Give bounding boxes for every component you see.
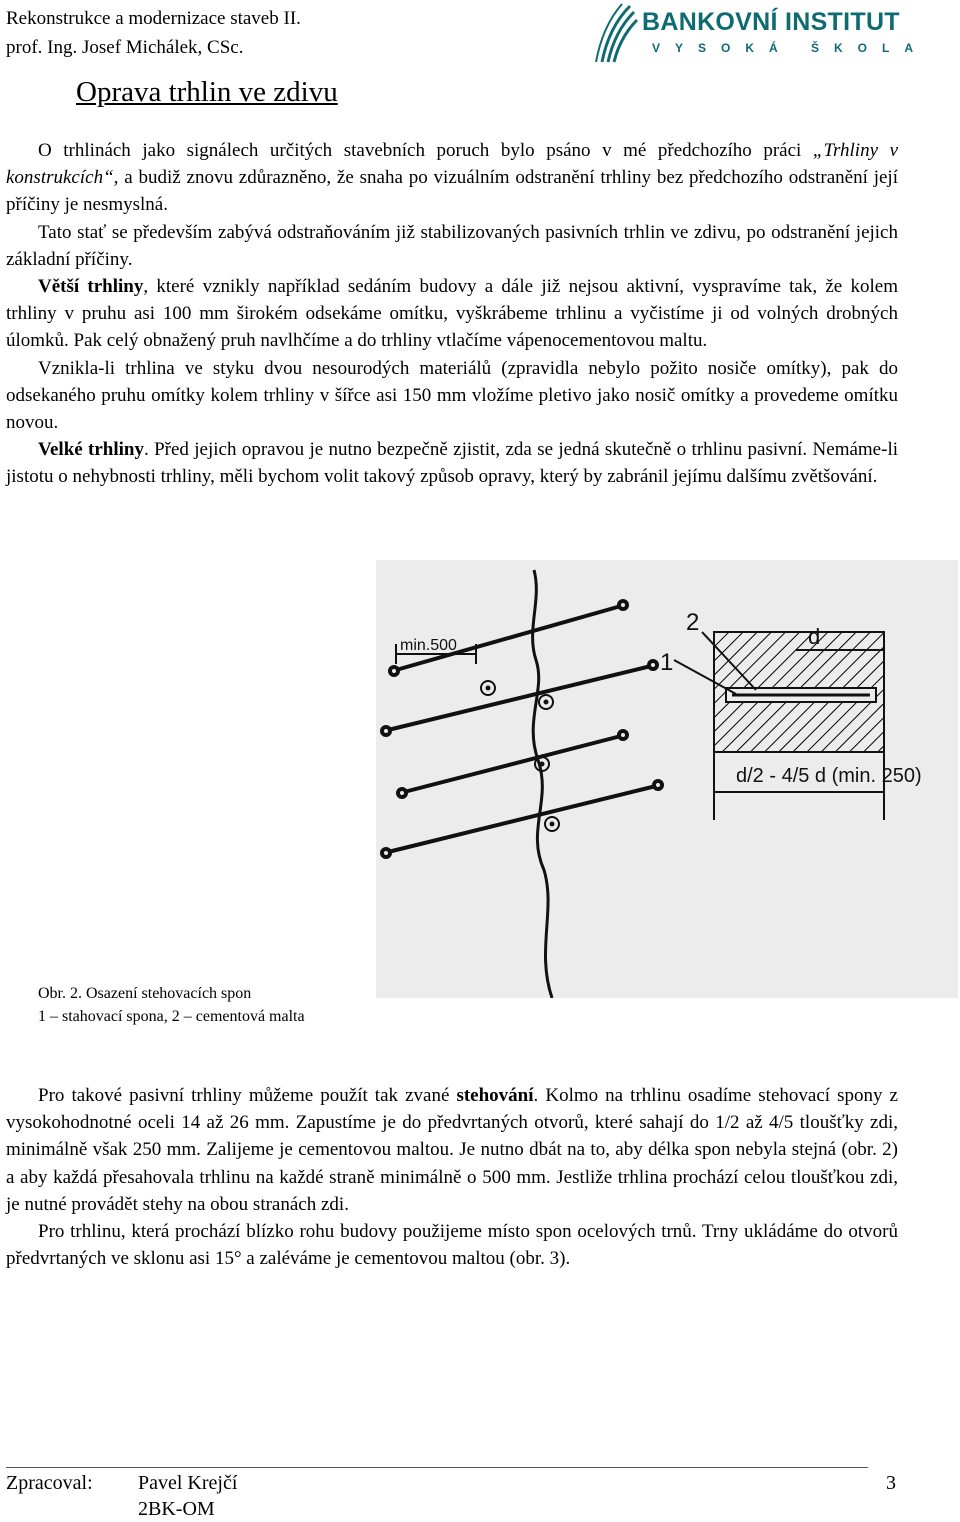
stitching-text-a: Pro takové pasivní trhliny můžeme použít tak zvané (38, 1085, 457, 1106)
page-footer (6, 1470, 237, 1522)
intro-italic-reference: „Trhliny v konstrukcích“ (6, 140, 899, 189)
author-name: prof. Ing. Josef Michálek, CSc. (6, 37, 244, 58)
paragraph-corner-crack: Pro trhlinu, která prochází blízko rohu budovy použijeme místo spon ocelových trnů. Trny ukládáme do otvorů předvrtaných ve sklonu asi 15° a zaléváme je cementovou maltou (obr. 3). (6, 1221, 898, 1270)
figure-caption (38, 982, 305, 1028)
intro-text-b: , a budiž znovu zdůrazněno, že snaha po vizuálním odstranění trhliny bez předchozího odstranění její příčiny je nesmyslná. (6, 167, 898, 216)
footer-label: Zpracoval: (6, 1472, 93, 1494)
larger-cracks-text: , které vznikly například sedáním budovy a dále již nejsou aktivní, vyspravíme tak, že kolem trhliny v pruhu asi 100 mm širokém odsekáme omítku, vyškrábeme trhlinu a vyčistíme ji od volných drobných úlomků. Pak celý obnažený pruh navlhčíme a do trhliny vtlačíme vápenocementovou maltu. (6, 276, 898, 352)
document-header (6, 4, 301, 62)
larger-cracks-heading: Větší trhliny (38, 276, 144, 298)
paragraph-large-cracks (6, 436, 898, 490)
footer-divider (6, 1467, 868, 1468)
body-text (6, 1082, 898, 1272)
intro-text (6, 137, 898, 491)
staple-2 (382, 661, 657, 735)
stitching-text-b: . Kolmo na trhlinu osadíme stehovací spony z vysokohodnotné oceli 14 až 26 mm. Zapustíme je do předvrtaných otvorů, které sahají do 1/2 až 4/5 tloušťky zdi, minimálně však 250 mm. Zalijeme je cementovou maltou. Je nutno dbát na to, aby délka spon nebyla stejná (obr. 2) a aby každá přesahovala trhlinu na každé straně minimálně o 500 mm. Jestliže trhlina prochází celou tloušťkou zdi, je nutné provádět stehy na obou stranách zdi. (6, 1085, 898, 1215)
large-cracks-heading: Velké trhliny (38, 439, 144, 461)
page-title: Oprava trhlin ve zdivu (76, 76, 338, 108)
intro-text-a: O trhlinách jako signálech určitých stavebních poruch bylo psáno v mé předchozího práci (38, 140, 813, 161)
page-number: 3 (886, 1472, 896, 1494)
stitching-figure (376, 560, 958, 998)
stitching-term: stehování (456, 1085, 534, 1106)
label-2: 2 (686, 609, 700, 636)
footer-author: Pavel Krejčí (138, 1472, 238, 1494)
logo-name: BANKOVNÍ INSTITUT (642, 8, 900, 36)
paragraph-interface-cracks: Vznikla-li trhlina ve styku dvou nesourodých materiálů (zpravidla nebylo požito nosiče omítky), pak do odsekaného pruhu omítky kolem trhliny v šířce asi 150 mm vložíme pletivo jako nosič omítky a provedeme omítku novou. (6, 357, 898, 434)
caption-line-1: Obr. 2. Osazení stehovacích spon (38, 985, 252, 1002)
paragraph-intro (6, 137, 898, 219)
staple-3 (398, 731, 627, 797)
crack-line (533, 570, 552, 998)
logo-wave-icon (592, 2, 642, 64)
depth-formula: d/2 - 4/5 d (min. 250) (736, 765, 922, 787)
course-title: Rekonstrukce a modernizace staveb II. (6, 8, 301, 29)
label-d: d (808, 624, 821, 649)
large-cracks-text: . Před jejich opravou je nutno bezpečně zjistit, zda se jedná skutečně o trhlinu pasivní. Nemáme-li jistotu o nehybnosti trhliny, měli bychom volit takový způsob opravy, který by zabránil jejímu dalšímu zvětšování. (6, 439, 898, 488)
logo-subtitle: VYSOKÁ ŠKOLA (652, 41, 929, 55)
label-1: 1 (660, 649, 674, 676)
paragraph-larger-cracks (6, 273, 898, 355)
stitching-diagram (376, 560, 958, 998)
min-500-label: min.500 (400, 637, 457, 654)
bank-institute-logo (592, 2, 929, 66)
paragraph-stitching (6, 1082, 898, 1218)
caption-line-2: 1 – stahovací spona, 2 – cementová malta (38, 1008, 305, 1025)
staple-4 (382, 781, 662, 857)
paragraph-scope: Tato stať se především zabývá odstraňováním již stabilizovaných pasivních trhlin ve zdivu, po odstranění jejich základní příčiny. (6, 221, 898, 270)
footer-code: 2BK-OM (138, 1498, 215, 1520)
